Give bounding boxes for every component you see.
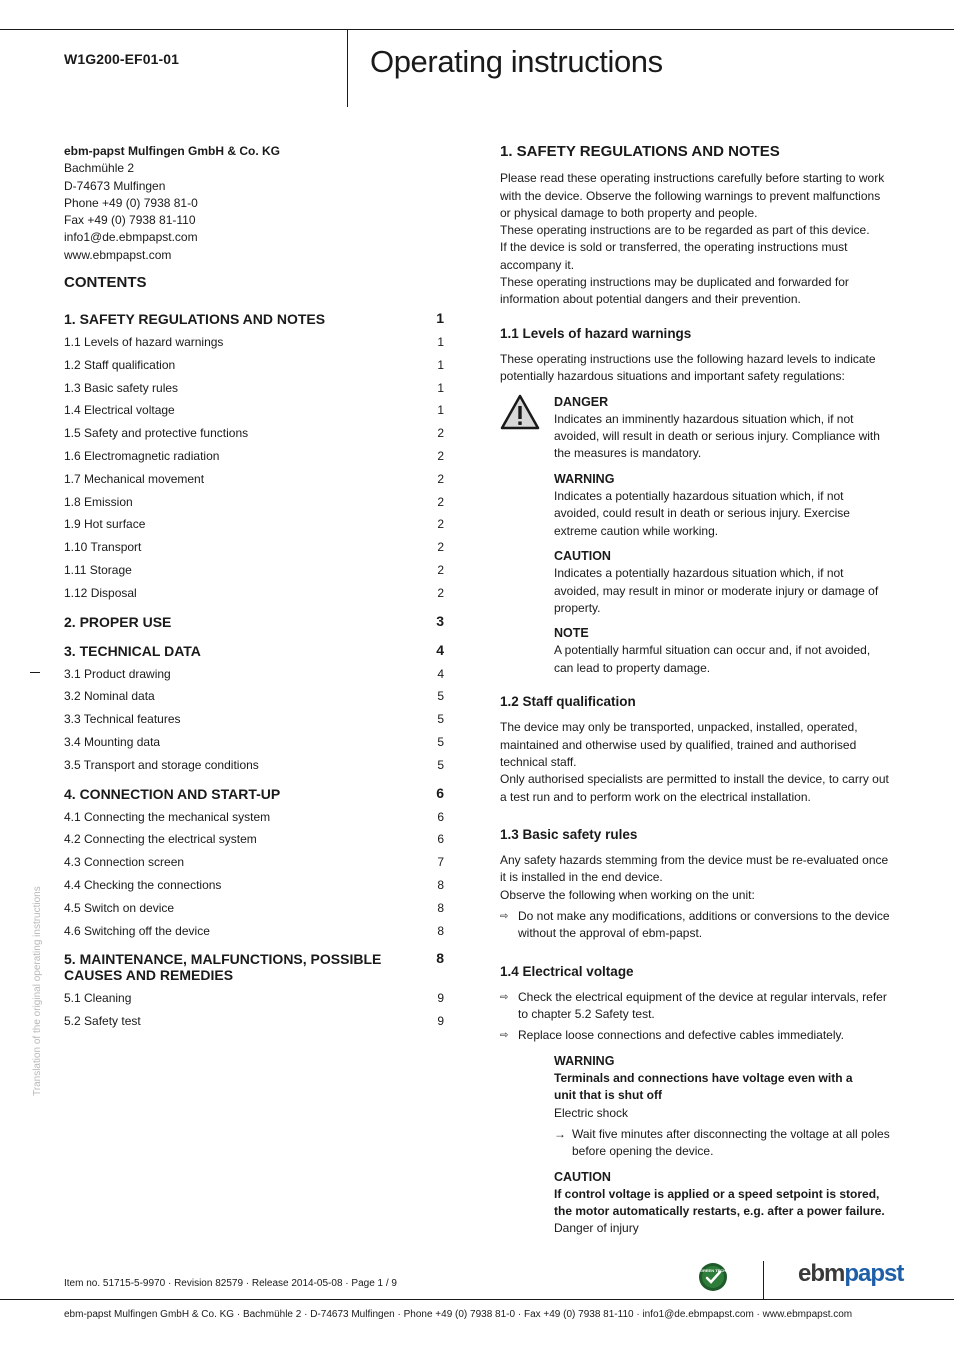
toc-section-label: 5. MAINTENANCE, MALFUNCTIONS, POSSIBLE CAUSES AND REMEDIES — [64, 951, 382, 984]
toc-item[interactable] — [64, 712, 446, 735]
subsection-1-3-title: 1.3 Basic safety rules — [500, 826, 638, 842]
hazard-note — [554, 625, 892, 677]
toc-item-label: 1.10 Transport — [64, 540, 142, 555]
toc-item[interactable] — [64, 540, 446, 563]
toc-section[interactable] — [64, 311, 446, 335]
toc-item-page: 9 — [437, 1014, 444, 1029]
toc-item-page: 1 — [437, 335, 444, 350]
bullet-text: Replace loose connections and defective cables immediately. — [518, 1028, 844, 1043]
toc-item-label: 3.3 Technical features — [64, 712, 181, 727]
subsection-1-1-title: 1.1 Levels of hazard warnings — [500, 325, 692, 341]
toc-item[interactable] — [64, 758, 446, 781]
toc-item-page: 2 — [437, 449, 444, 464]
intro-paragraph: Please read these operating instructions carefully before starting to work with the device. Observe the following warnings to prevent malfunctions or physical damage to both property and people. — [500, 171, 885, 220]
hazard-levels — [500, 394, 892, 677]
side-note: Translation of the original operating instructions — [32, 886, 43, 1096]
hazard-warning — [554, 471, 892, 540]
toc-item-page: 2 — [437, 426, 444, 441]
ebmpapst-logo — [798, 1260, 903, 1288]
address-city: D-74673 Mulfingen — [64, 178, 166, 193]
warning-box-label: WARNING — [554, 1053, 615, 1068]
caution-box-label: CAUTION — [554, 1169, 611, 1184]
toc-item-label: 4.2 Connecting the electrical system — [64, 832, 257, 847]
toc-item-page: 5 — [437, 757, 444, 772]
brand-part-1: ebm — [798, 1260, 845, 1287]
toc-item-label: 1.3 Basic safety rules — [64, 380, 179, 395]
footer-item-info: Item no. 51715-5-9970 · Revision 82579 · Release 2014-05-08 · Page 1 / 9 — [64, 1278, 397, 1289]
left-column — [64, 143, 446, 1037]
subsection-1-2-text: The device may only be transported, unpacked, installed, operated, maintained and otherwise used by qualified, trained and authorised technical staff. — [500, 720, 858, 769]
header-divider — [347, 29, 348, 107]
subsection-1-2-text: Only authorised specialists are permitted to install the device, to carry out a test run and to perform work on the electrical installation. — [500, 772, 889, 804]
table-of-contents — [64, 311, 446, 1037]
toc-item[interactable] — [64, 517, 446, 540]
subsection-1-4-title: 1.4 Electrical voltage — [500, 963, 634, 979]
toc-section-label: 2. PROPER USE — [64, 613, 172, 630]
company-address — [64, 143, 446, 264]
toc-item-label: 1.2 Staff qualification — [64, 357, 176, 372]
hazard-text: Indicates an imminently hazardous situation which, if not avoided, will result in death or serious injury. Compliance with the measures is mandatory. — [554, 411, 880, 461]
toc-item[interactable] — [64, 855, 446, 878]
hazard-label: DANGER — [554, 394, 609, 409]
warning-box-consequence: Electric shock — [554, 1105, 629, 1120]
warning-box-action — [554, 1126, 892, 1161]
address-phone: Phone +49 (0) 7938 81-0 — [64, 195, 198, 210]
company-name: ebm-papst Mulfingen GmbH & Co. KG — [64, 144, 280, 158]
hazard-danger — [554, 394, 892, 463]
toc-item-label: 1.1 Levels of hazard warnings — [64, 335, 224, 350]
subsection-1-3-text: Observe the following when working on the unit: — [500, 887, 755, 902]
warning-box-statement: Terminals and connections have voltage even with a unit that is shut off — [554, 1071, 853, 1103]
margin-mark — [30, 672, 40, 673]
toc-item-label: 4.5 Switch on device — [64, 900, 175, 915]
address-email[interactable]: info1@de.ebmpapst.com — [64, 230, 198, 245]
hazard-text: Indicates a potentially hazardous situation which, if not avoided, may result in minor or moderate injury or damage of property. — [554, 566, 879, 615]
toc-item[interactable] — [64, 586, 446, 609]
toc-item[interactable] — [64, 735, 446, 758]
bullet-item — [500, 908, 892, 943]
toc-item[interactable] — [64, 667, 446, 690]
toc-item-page: 1 — [437, 357, 444, 372]
toc-item[interactable] — [64, 901, 446, 924]
hazard-text: Indicates a potentially hazardous situation which, if not avoided, could result in death or serious injury. Exercise extreme caution while working. — [554, 489, 850, 538]
toc-section[interactable] — [64, 786, 446, 810]
toc-item-page: 6 — [437, 809, 444, 824]
intro-paragraph: These operating instructions are to be regarded as part of this device. — [500, 223, 870, 238]
toc-item-page: 8 — [437, 878, 444, 893]
toc-section-page: 8 — [436, 950, 444, 967]
intro-paragraph: If the device is sold or transferred, the operating instructions must accompany it. — [500, 240, 848, 272]
toc-item-label: 3.5 Transport and storage conditions — [64, 757, 259, 772]
address-fax: Fax +49 (0) 7938 81-110 — [64, 213, 196, 228]
hazard-caution — [554, 548, 892, 617]
subsection-1-2-title: 1.2 Staff qualification — [500, 694, 636, 710]
toc-item[interactable] — [64, 495, 446, 518]
footer-address: ebm-papst Mulfingen GmbH & Co. KG · Bachmühle 2 · D-74673 Mulfingen · Phone +49 (0) 7938 81-0 · Fax +49 (0) 7938 81-110 · info1@de.ebmpapst.com · www.ebmpapst.com — [64, 1309, 853, 1320]
section-heading-1: 1. SAFETY REGULATIONS AND NOTES — [500, 143, 780, 160]
toc-section[interactable] — [64, 614, 446, 638]
page-title: Operating instructions — [370, 44, 663, 79]
contents-heading: CONTENTS — [64, 274, 147, 292]
toc-item-label: 1.8 Emission — [64, 494, 133, 509]
toc-item-label: 5.2 Safety test — [64, 1014, 141, 1029]
arrow-bullet-icon: ⇨ — [500, 1030, 509, 1042]
arrow-bullet-icon: ⇨ — [500, 991, 509, 1003]
toc-item[interactable] — [64, 991, 446, 1014]
toc-item[interactable] — [64, 472, 446, 495]
toc-item[interactable] — [64, 878, 446, 901]
footer-rule — [0, 1299, 954, 1300]
toc-item[interactable] — [64, 381, 446, 404]
bullet-item — [500, 989, 892, 1024]
toc-section-page: 6 — [436, 784, 444, 801]
toc-item-label: 1.12 Disposal — [64, 585, 137, 600]
toc-item-label: 1.9 Hot surface — [64, 517, 146, 532]
hazard-label: CAUTION — [554, 548, 611, 563]
warning-box — [500, 1053, 892, 1238]
toc-item[interactable] — [64, 335, 446, 358]
toc-item-label: 4.1 Connecting the mechanical system — [64, 809, 271, 824]
toc-section[interactable] — [64, 951, 446, 991]
toc-item[interactable] — [64, 1014, 446, 1037]
toc-item-label: 4.4 Checking the connections — [64, 878, 222, 893]
toc-item-label: 3.2 Nominal data — [64, 689, 155, 704]
caution-box-consequence: Danger of injury — [554, 1221, 639, 1236]
hazard-label: WARNING — [554, 471, 615, 486]
toc-item-page: 1 — [437, 380, 444, 395]
toc-item[interactable] — [64, 403, 446, 426]
toc-item[interactable] — [64, 689, 446, 712]
toc-item-page: 9 — [437, 991, 444, 1006]
toc-item[interactable] — [64, 449, 446, 472]
toc-item[interactable] — [64, 426, 446, 449]
toc-item[interactable] — [64, 810, 446, 833]
toc-section-page: 3 — [436, 612, 444, 629]
toc-section-label: 4. CONNECTION AND START-UP — [64, 785, 281, 802]
toc-item-page: 8 — [437, 900, 444, 915]
toc-section-page: 4 — [436, 641, 444, 658]
toc-item-label: 4.6 Switching off the device — [64, 923, 210, 938]
model-number: W1G200-EF01-01 — [64, 51, 180, 67]
address-street: Bachmühle 2 — [64, 161, 135, 176]
toc-item-page: 5 — [437, 735, 444, 750]
toc-item-label: 1.11 Storage — [64, 563, 132, 578]
toc-item-page: 7 — [437, 855, 444, 870]
toc-item-label: 3.4 Mounting data — [64, 735, 161, 750]
toc-item-page: 2 — [437, 494, 444, 509]
toc-item-page: 5 — [437, 689, 444, 704]
arrow-bullet-icon: ⇨ — [500, 910, 509, 922]
intro-paragraph: These operating instructions may be duplicated and forwarded for information about potential dangers and their prevention. — [500, 275, 849, 307]
toc-item-label: 1.6 Electromagnetic radiation — [64, 449, 220, 464]
right-column — [500, 143, 892, 1238]
bullet-text: Do not make any modifications, additions or conversions to the device without the approval of ebm-papst. — [518, 908, 890, 941]
toc-item-label: 1.7 Mechanical movement — [64, 471, 205, 486]
toc-item-page: 2 — [437, 563, 444, 578]
warning-triangle-icon — [500, 394, 540, 430]
toc-section[interactable] — [64, 643, 446, 667]
toc-section-label: 1. SAFETY REGULATIONS AND NOTES — [64, 311, 326, 328]
toc-item-page: 5 — [437, 712, 444, 727]
toc-item-label: 1.5 Safety and protective functions — [64, 426, 249, 441]
address-web[interactable]: www.ebmpapst.com — [64, 247, 172, 262]
bullet-text: Check the electrical equipment of the device at regular intervals, refer to chapter 5.2 Safety test. — [518, 989, 887, 1022]
toc-item-page: 4 — [437, 666, 444, 681]
green-tech-badge-text: GREEN TECH — [699, 1268, 727, 1273]
right-arrow-icon: → — [554, 1126, 566, 1141]
toc-item-page: 2 — [437, 585, 444, 600]
subsection-1-1-text: These operating instructions use the following hazard levels to indicate potentially hazardous situations and important safety regulations: — [500, 351, 876, 384]
warning-box-action-text: Wait five minutes after disconnecting the voltage at all poles before opening the device. — [572, 1126, 890, 1159]
caution-box-statement: If control voltage is applied or a speed setpoint is stored, the motor automatically restarts, e.g. after a power failure. — [554, 1186, 885, 1219]
toc-item-label: 4.3 Connection screen — [64, 855, 185, 870]
toc-section-label: 3. TECHNICAL DATA — [64, 642, 201, 659]
toc-item-page: 2 — [437, 540, 444, 555]
brand-part-2: papst — [844, 1260, 904, 1287]
toc-item-page: 8 — [437, 923, 444, 938]
top-rule — [0, 29, 954, 30]
toc-item[interactable] — [64, 924, 446, 947]
toc-item-page: 2 — [437, 517, 444, 532]
hazard-label: NOTE — [554, 626, 589, 641]
toc-item[interactable] — [64, 358, 446, 381]
toc-item-label: 3.1 Product drawing — [64, 666, 171, 681]
toc-item-page: 1 — [437, 403, 444, 418]
toc-item-label: 5.1 Cleaning — [64, 991, 132, 1006]
toc-section-page: 1 — [436, 310, 444, 327]
toc-item-label: 1.4 Electrical voltage — [64, 403, 175, 418]
subsection-1-3-text: Any safety hazards stemming from the device must be re-evaluated once it is installed in the end device. — [500, 853, 889, 885]
toc-item[interactable] — [64, 832, 446, 855]
green-tech-badge-icon — [698, 1262, 728, 1292]
hazard-text: A potentially harmful situation can occur and, if not avoided, can lead to property damage. — [554, 643, 871, 675]
logo-divider — [763, 1261, 764, 1299]
toc-item-page: 2 — [437, 471, 444, 486]
toc-item-page: 6 — [437, 832, 444, 847]
toc-item[interactable] — [64, 563, 446, 586]
bullet-item — [500, 1027, 892, 1044]
